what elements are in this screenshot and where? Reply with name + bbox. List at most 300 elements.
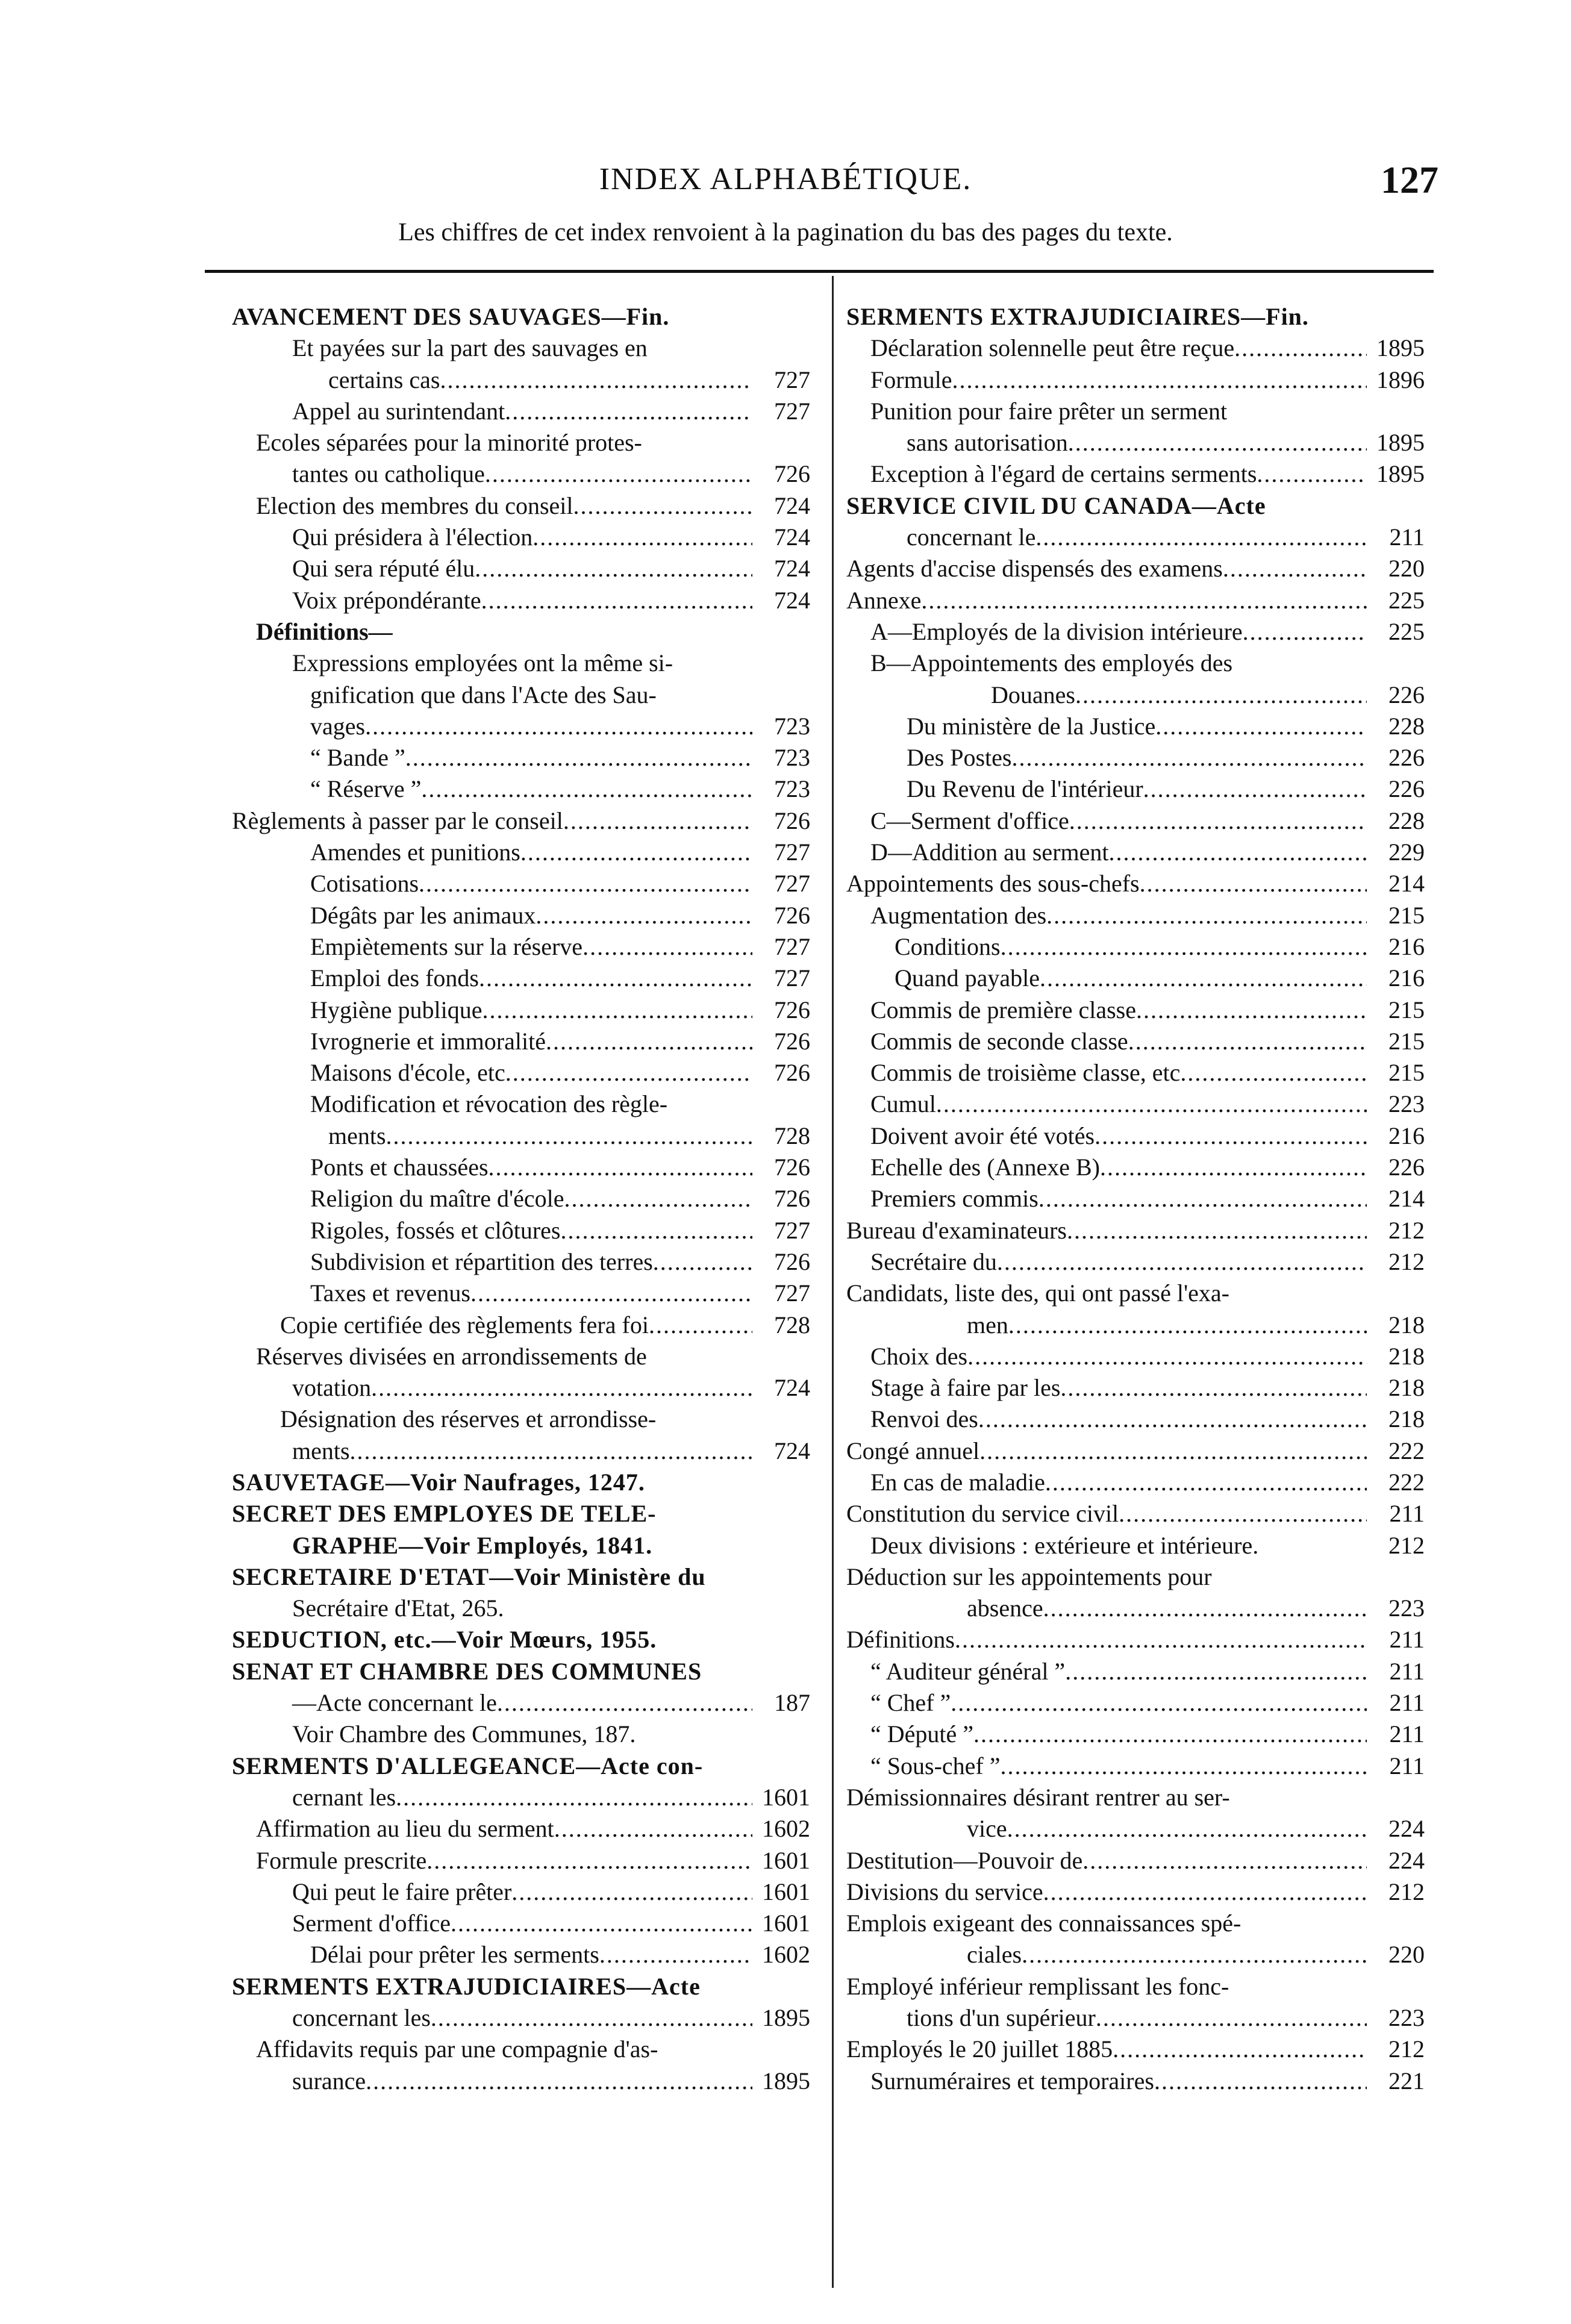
- dot-leader: [505, 396, 752, 427]
- index-entry: [232, 1089, 810, 1120]
- entry-text: tions d'un supérieur: [907, 2004, 1096, 2032]
- entry-text: Secrétaire d'Etat, 265.: [292, 1595, 504, 1622]
- entry-page-number: 726: [774, 901, 810, 929]
- entry-page-number: 724: [774, 523, 810, 551]
- entry-text: Rigoles, fossés et clôtures: [310, 1216, 561, 1244]
- index-entry: [846, 585, 1425, 616]
- index-entry: [846, 837, 1425, 868]
- column-divider: [832, 276, 834, 2288]
- entry-page-number: 222: [1388, 1437, 1425, 1464]
- entry-text: “ Réserve ”: [310, 775, 422, 803]
- entry-text: concernant le: [907, 523, 1036, 551]
- index-entry: [846, 2066, 1425, 2097]
- index-entry: [232, 805, 810, 837]
- index-entry: [232, 1971, 810, 2002]
- entry-page-number: 187: [774, 1689, 810, 1717]
- entry-text: —Acte concernant le: [292, 1689, 497, 1717]
- entry-page-number: 226: [1388, 744, 1425, 772]
- dot-leader: [1096, 2002, 1367, 2034]
- entry-text: votation: [292, 1374, 372, 1402]
- dot-leader: [475, 553, 752, 584]
- entry-text: SERMENTS EXTRAJUDICIAIRES—Fin.: [846, 303, 1309, 330]
- dot-leader: [653, 1246, 752, 1278]
- entry-text: Voix prépondérante: [292, 586, 481, 614]
- dot-leader: [1140, 868, 1367, 899]
- dot-leader: [1128, 1026, 1367, 1057]
- entry-text: Définitions: [846, 1626, 955, 1654]
- entry-text: Commis de première classe: [870, 996, 1136, 1023]
- entry-page-number: 226: [1388, 681, 1425, 708]
- entry-page-number: 212: [1388, 2035, 1425, 2063]
- dot-leader: [1109, 837, 1367, 868]
- entry-text: Désignation des réserves et arrondisse-: [280, 1405, 657, 1433]
- entry-text: Modification et révocation des règle-: [310, 1090, 668, 1118]
- dot-leader: [1038, 1183, 1367, 1214]
- dot-leader: [505, 1057, 752, 1089]
- dot-leader: [366, 2066, 752, 2097]
- entry-page-number: 726: [774, 1185, 810, 1213]
- entry-text: Règlements à passer par le conseil: [232, 807, 563, 834]
- entry-text: sans autorisation: [907, 429, 1068, 457]
- entry-text: Commis de troisième classe, etc: [870, 1059, 1181, 1087]
- dot-leader: [1113, 2034, 1367, 2065]
- entry-page-number: 1895: [1376, 429, 1425, 457]
- entry-text: Formule: [870, 366, 952, 393]
- entry-text: Maisons d'école, etc: [310, 1059, 505, 1087]
- entry-page-number: 211: [1389, 523, 1425, 551]
- index-entry: [846, 396, 1425, 427]
- index-entry: [846, 1372, 1425, 1404]
- entry-text: Deux divisions : extérieure et intérieure.: [870, 1531, 1259, 1559]
- entry-page-number: 1601: [762, 1846, 810, 1874]
- index-entry: [232, 1341, 810, 1372]
- index-entry: [846, 1687, 1425, 1719]
- index-entry: [846, 1656, 1425, 1687]
- index-entry: [846, 900, 1425, 931]
- entry-page-number: 726: [774, 996, 810, 1023]
- dot-leader: [1234, 333, 1367, 364]
- page-subtitle: Les chiffres de cet index renvoient à la pagination du bas des pages du texte.: [398, 219, 1173, 246]
- entry-page-number: 724: [774, 555, 810, 583]
- entry-text: Du Revenu de l'intérieur: [907, 775, 1143, 803]
- entry-page-number: 220: [1388, 555, 1425, 583]
- dot-leader: [440, 364, 752, 396]
- index-entry: [232, 427, 810, 458]
- entry-text: B—Appointements des employés des: [870, 649, 1233, 677]
- index-entry: [232, 585, 810, 616]
- index-entry: [846, 301, 1425, 333]
- dot-leader: [997, 1246, 1367, 1278]
- entry-text: Formule prescrite: [256, 1846, 427, 1874]
- dot-leader: [1143, 773, 1367, 805]
- entry-page-number: 727: [774, 366, 810, 393]
- entry-text: Renvoi des: [870, 1405, 978, 1433]
- entry-text: Cumul: [870, 1090, 936, 1118]
- entry-page-number: 1895: [1376, 460, 1425, 488]
- entry-text: Affidavits requis par une compagnie d'as-: [256, 2035, 658, 2063]
- entry-page-number: 218: [1388, 1342, 1425, 1370]
- dot-leader: [1040, 963, 1367, 994]
- entry-text: “ Auditeur général ”: [870, 1657, 1066, 1685]
- dot-leader: [481, 585, 752, 616]
- entry-text: Ivrognerie et immoralité: [310, 1027, 546, 1055]
- entry-page-number: 723: [774, 775, 810, 803]
- entry-text: Déduction sur les appointements pour: [846, 1563, 1212, 1590]
- entry-text: AVANCEMENT DES SAUVAGES—Fin.: [232, 303, 670, 330]
- index-entry: [846, 2034, 1425, 2065]
- dot-leader: [563, 805, 752, 837]
- entry-page-number: 211: [1389, 1720, 1425, 1748]
- dot-leader: [973, 1719, 1367, 1750]
- index-entry: [232, 900, 810, 931]
- index-entry: [846, 711, 1425, 742]
- index-entry: [846, 1435, 1425, 1467]
- entry-text: SEDUCTION, etc.—Voir Mœurs, 1955.: [232, 1626, 657, 1654]
- dot-leader: [1155, 711, 1367, 742]
- entry-text: Echelle des (Annexe B): [870, 1154, 1100, 1181]
- index-entry: [232, 1152, 810, 1183]
- entry-page-number: 211: [1389, 1689, 1425, 1717]
- entry-page-number: 727: [774, 932, 810, 960]
- entry-text: concernant les: [292, 2004, 431, 2032]
- index-entry: [232, 333, 810, 364]
- index-entry: [232, 1372, 810, 1404]
- entry-page-number: 1896: [1376, 366, 1425, 393]
- entry-text: SECRET DES EMPLOYES DE TELE-: [232, 1500, 657, 1528]
- index-entry: [232, 963, 810, 994]
- dot-leader: [1100, 1152, 1367, 1183]
- index-entry: [846, 1876, 1425, 1908]
- dot-leader: [561, 1215, 753, 1246]
- entry-text: Qui peut le faire prêter: [292, 1878, 512, 1905]
- dot-leader: [396, 1782, 752, 1813]
- dot-leader: [419, 868, 752, 899]
- entry-text: Taxes et revenus: [310, 1279, 470, 1307]
- entry-text: Quand payable: [895, 964, 1040, 992]
- entry-text: Serment d'office: [292, 1910, 451, 1937]
- index-entry: [232, 1908, 810, 1939]
- entry-text: Destitution—Pouvoir de: [846, 1846, 1083, 1874]
- dot-leader: [1000, 1751, 1367, 1782]
- index-entry: [846, 742, 1425, 773]
- entry-page-number: 1602: [762, 1941, 810, 1969]
- entry-text: Douanes: [991, 681, 1075, 708]
- dot-leader: [1045, 1467, 1367, 1498]
- index-entry: [846, 1089, 1425, 1120]
- dot-leader: [511, 1876, 752, 1908]
- index-entry: [232, 364, 810, 396]
- index-entry: [232, 522, 810, 553]
- entry-page-number: 228: [1388, 712, 1425, 740]
- dot-leader: [371, 1372, 752, 1404]
- entry-text: Qui sera réputé élu: [292, 555, 475, 583]
- entry-page-number: 223: [1388, 1595, 1425, 1622]
- index-entry: [846, 1183, 1425, 1214]
- index-entry: [846, 1310, 1425, 1341]
- index-entry: [846, 616, 1425, 648]
- dot-leader: [979, 1435, 1367, 1467]
- entry-page-number: 225: [1388, 586, 1425, 614]
- dot-leader: [649, 1310, 752, 1341]
- entry-text: “ Député ”: [870, 1720, 974, 1748]
- entry-page-number: 726: [774, 1154, 810, 1181]
- index-entry: [232, 1057, 810, 1089]
- index-entry: [846, 490, 1425, 522]
- entry-text: Candidats, liste des, qui ont passé l'exa-: [846, 1279, 1229, 1307]
- index-entry: [232, 1435, 810, 1467]
- entry-text: Exception à l'égard de certains serments: [870, 460, 1257, 488]
- entry-page-number: 215: [1388, 1027, 1425, 1055]
- entry-text: Déclaration solennelle peut être reçue: [870, 334, 1235, 362]
- entry-page-number: 225: [1388, 617, 1425, 645]
- dot-leader: [967, 1341, 1367, 1372]
- entry-page-number: 726: [774, 1248, 810, 1275]
- entry-page-number: 216: [1388, 964, 1425, 992]
- dot-leader: [1035, 522, 1367, 553]
- dot-leader: [1067, 1215, 1367, 1246]
- index-entry: [232, 396, 810, 427]
- dot-leader: [1075, 679, 1367, 711]
- entry-text: D—Addition au serment: [870, 839, 1109, 866]
- index-entry: [846, 1152, 1425, 1183]
- entry-page-number: 218: [1388, 1405, 1425, 1433]
- page-title: INDEX ALPHABÉTIQUE.: [599, 162, 972, 196]
- entry-page-number: 224: [1388, 1846, 1425, 1874]
- index-entry: [232, 616, 810, 648]
- dot-leader: [431, 2002, 752, 2034]
- entry-text: vice: [967, 1815, 1007, 1843]
- index-entry: [846, 1782, 1425, 1813]
- dot-leader: [1046, 900, 1367, 931]
- dot-leader: [955, 1624, 1367, 1655]
- entry-page-number: 216: [1388, 932, 1425, 960]
- index-entry: [232, 1593, 810, 1624]
- index-entry: [846, 333, 1425, 364]
- entry-page-number: 212: [1388, 1531, 1425, 1559]
- index-entry: [232, 1813, 810, 1845]
- index-entry: [846, 1971, 1425, 2002]
- entry-page-number: 727: [774, 397, 810, 425]
- entry-text: Empiètements sur la réserve: [310, 932, 583, 960]
- entry-text: Divisions du service: [846, 1878, 1043, 1905]
- entry-text: SECRETAIRE D'ETAT—Voir Ministère du: [232, 1563, 706, 1590]
- dot-leader: [564, 1183, 752, 1214]
- dot-leader: [365, 711, 752, 742]
- index-entry: [846, 1751, 1425, 1782]
- dot-leader: [582, 931, 752, 963]
- index-entry: [846, 553, 1425, 584]
- index-entry: [846, 522, 1425, 553]
- entry-page-number: 218: [1388, 1374, 1425, 1402]
- entry-text: Des Postes: [907, 744, 1012, 772]
- right-column: [846, 301, 1425, 2097]
- dot-leader: [1223, 553, 1367, 584]
- entry-text: men: [967, 1311, 1008, 1338]
- entry-page-number: 727: [774, 964, 810, 992]
- entry-text: Religion du maître d'école: [310, 1185, 564, 1213]
- entry-text: Emplois exigeant des connaissances spé-: [846, 1910, 1241, 1937]
- dot-leader: [1257, 458, 1367, 490]
- dot-leader: [921, 585, 1367, 616]
- entry-page-number: 726: [774, 807, 810, 834]
- dot-leader: [497, 1687, 752, 1719]
- entry-text: Cotisations: [310, 870, 419, 898]
- entry-text: Délai pour prêter les serments: [310, 1941, 599, 1969]
- index-entry: [232, 1404, 810, 1435]
- dot-leader: [489, 1152, 752, 1183]
- index-entry: [846, 1341, 1425, 1372]
- entry-text: SERVICE CIVIL DU CANADA—Acte: [846, 492, 1266, 519]
- index-entry: [232, 648, 810, 679]
- index-entry: [232, 995, 810, 1026]
- index-entry: [232, 1719, 810, 1750]
- entry-page-number: 215: [1388, 901, 1425, 929]
- index-entry: [232, 2002, 810, 2034]
- dot-leader: [1068, 427, 1367, 458]
- dot-leader: [599, 1939, 752, 1970]
- entry-text: Qui présidera à l'élection: [292, 523, 533, 551]
- dot-leader: [483, 995, 753, 1026]
- dot-leader: [405, 742, 752, 773]
- entry-page-number: 228: [1388, 807, 1425, 834]
- index-entry: [846, 1719, 1425, 1750]
- entry-page-number: 223: [1388, 1090, 1425, 1118]
- dot-leader: [350, 1435, 752, 1467]
- entry-text: “ Bande ”: [310, 744, 405, 772]
- index-entry: [846, 1939, 1425, 1970]
- dot-leader: [1069, 805, 1367, 837]
- index-entry: [846, 963, 1425, 994]
- dot-leader: [1007, 1813, 1367, 1845]
- entry-page-number: 226: [1388, 775, 1425, 803]
- index-entry: [846, 1624, 1425, 1655]
- entry-page-number: 211: [1389, 1626, 1425, 1654]
- entry-text: Appel au surintendant: [292, 397, 505, 425]
- entry-page-number: 229: [1388, 839, 1425, 866]
- entry-text: Augmentation des: [870, 901, 1047, 929]
- entry-text: “ Chef ”: [870, 1689, 951, 1717]
- index-entry: [846, 1404, 1425, 1435]
- dot-leader: [1008, 1310, 1367, 1341]
- index-entry: [846, 458, 1425, 490]
- dot-leader: [520, 837, 752, 868]
- entry-text: En cas de maladie: [870, 1468, 1045, 1496]
- entry-text: gnification que dans l'Acte des Sau-: [310, 681, 657, 708]
- dot-leader: [952, 364, 1367, 396]
- index-entry: [232, 773, 810, 805]
- entry-page-number: 215: [1388, 996, 1425, 1023]
- entry-page-number: 223: [1388, 2004, 1425, 2032]
- entry-text: Amendes et punitions: [310, 839, 520, 866]
- index-entry: [232, 1782, 810, 1813]
- entry-text: Expressions employées ont la même si-: [292, 649, 673, 677]
- entry-text: Commis de seconde classe: [870, 1027, 1128, 1055]
- entry-text: Surnuméraires et temporaires: [870, 2067, 1154, 2094]
- dot-leader: [1060, 1372, 1367, 1404]
- entry-page-number: 211: [1389, 1500, 1425, 1528]
- entry-text: SAUVETAGE—Voir Naufrages, 1247.: [232, 1468, 645, 1496]
- entry-page-number: 1601: [762, 1783, 810, 1811]
- entry-page-number: 222: [1388, 1468, 1425, 1496]
- index-entry: [846, 1026, 1425, 1057]
- entry-page-number: 212: [1388, 1216, 1425, 1244]
- entry-page-number: 1895: [762, 2067, 810, 2094]
- entry-text: absence: [967, 1595, 1043, 1622]
- entry-text: Constitution du service civil: [846, 1500, 1119, 1528]
- entry-page-number: 723: [774, 712, 810, 740]
- dot-leader: [536, 900, 752, 931]
- entry-page-number: 214: [1388, 1185, 1425, 1213]
- dot-leader: [386, 1120, 752, 1152]
- index-entry: [846, 648, 1425, 679]
- dot-leader: [485, 458, 752, 490]
- dot-leader: [1136, 995, 1367, 1026]
- index-entry: [846, 1057, 1425, 1089]
- index-entry: [846, 1467, 1425, 1498]
- entry-page-number: 727: [774, 839, 810, 866]
- index-entry: [232, 1498, 810, 1529]
- dot-leader: [426, 1845, 752, 1876]
- entry-page-number: 1895: [1376, 334, 1425, 362]
- entry-text: A—Employés de la division intérieure: [870, 617, 1243, 645]
- dot-leader: [1095, 1120, 1367, 1152]
- dot-leader: [1001, 931, 1367, 963]
- entry-text: vages: [310, 712, 366, 740]
- dot-leader: [1243, 616, 1367, 648]
- index-entry: [846, 2002, 1425, 2034]
- entry-page-number: 224: [1388, 1815, 1425, 1843]
- index-entry: [232, 868, 810, 899]
- index-entry: [846, 1845, 1425, 1876]
- entry-text: Dégâts par les animaux: [310, 901, 536, 929]
- dot-leader: [1065, 1656, 1367, 1687]
- entry-text: Subdivision et répartition des terres: [310, 1248, 653, 1275]
- index-entry: [232, 1561, 810, 1593]
- entry-text: Ponts et chaussées: [310, 1154, 489, 1181]
- entry-page-number: 726: [774, 460, 810, 488]
- index-entry: [232, 1183, 810, 1214]
- entry-page-number: 211: [1389, 1657, 1425, 1685]
- index-entry: [846, 1278, 1425, 1309]
- entry-text: Premiers commis: [870, 1185, 1038, 1213]
- index-entry: [846, 1246, 1425, 1278]
- entry-page-number: 218: [1388, 1311, 1425, 1338]
- entry-text: Stage à faire par les: [870, 1374, 1061, 1402]
- entry-text: ments: [292, 1437, 350, 1464]
- entry-text: surance: [292, 2067, 366, 2094]
- entry-text: ments: [328, 1122, 386, 1149]
- entry-text: SERMENTS D'ALLEGEANCE—Acte con-: [232, 1752, 704, 1779]
- index-entry: [846, 1530, 1425, 1561]
- index-entry: [232, 1246, 810, 1278]
- index-entry: [846, 1593, 1425, 1624]
- entry-text: Conditions: [895, 932, 1001, 960]
- entry-text: Choix des: [870, 1342, 968, 1370]
- entry-text: Employés le 20 juillet 1885: [846, 2035, 1113, 2063]
- index-entry: [232, 1530, 810, 1561]
- entry-page-number: 726: [774, 1059, 810, 1087]
- index-entry: [846, 679, 1425, 711]
- entry-text: Ecoles séparées pour la minorité protes-: [256, 429, 642, 457]
- index-entry: [232, 679, 810, 711]
- entry-page-number: 728: [774, 1311, 810, 1338]
- entry-page-number: 221: [1388, 2067, 1425, 2094]
- entry-text: “ Sous-chef ”: [870, 1752, 1001, 1779]
- index-entry: [846, 773, 1425, 805]
- entry-text: Punition pour faire prêter un serment: [870, 397, 1228, 425]
- dot-leader: [978, 1404, 1367, 1435]
- dot-leader: [936, 1089, 1367, 1120]
